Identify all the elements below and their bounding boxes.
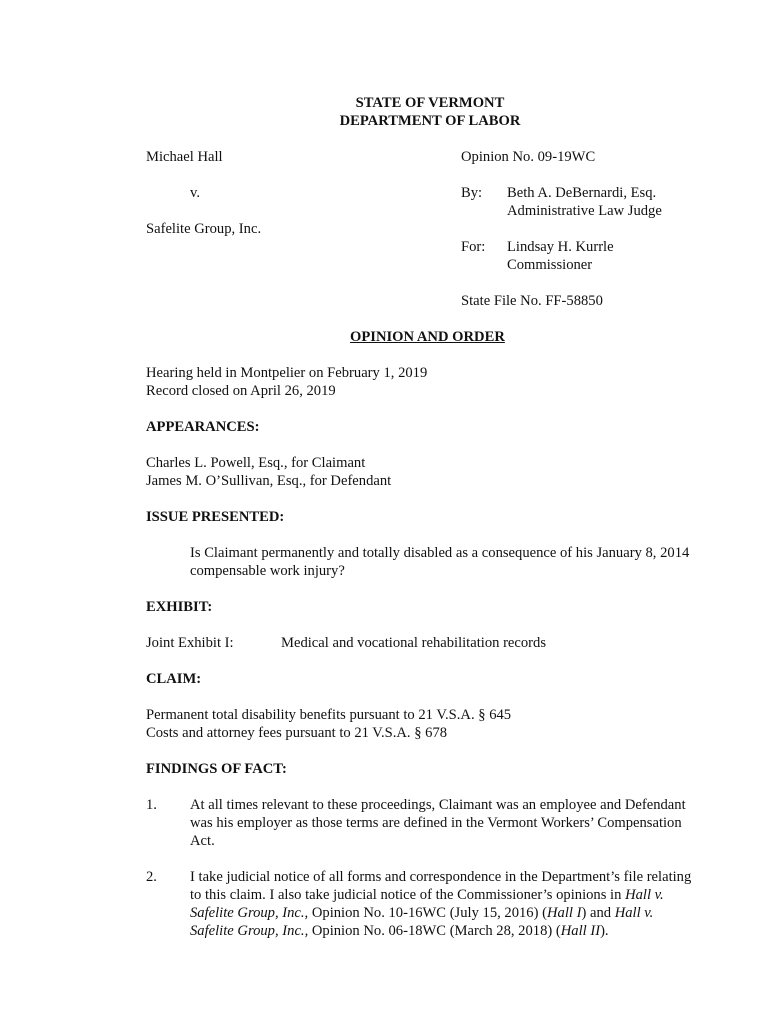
record-closed: Record closed on April 26, 2019	[146, 383, 336, 399]
issue-heading: ISSUE PRESENTED:	[146, 509, 285, 525]
issue-line-1: Is Claimant permanently and totally disabled as a consequence of his January 8, 2014	[190, 545, 690, 561]
claimant-name: Michael Hall	[146, 149, 223, 165]
state-file-number: State File No. FF-58850	[461, 293, 603, 309]
opinion-number: Opinion No. 09-19WC	[461, 149, 596, 165]
case-short-name: Hall I	[546, 905, 582, 921]
finding-2-text: ) and	[581, 905, 615, 921]
finding-2-line-1: I take judicial notice of all forms and correspondence in the Department’s file relating	[190, 869, 692, 885]
exhibit-label: Joint Exhibit I:	[146, 635, 234, 651]
finding-2-text: Opinion No. 06-18WC (March 28, 2018) (	[308, 923, 561, 939]
document-title: OPINION AND ORDER	[350, 329, 505, 345]
case-citation: Hall v.	[625, 887, 664, 903]
by-label: By:	[461, 185, 483, 201]
finding-1-line-1: At all times relevant to these proceedings, Claimant was an employee and Defendant	[190, 797, 686, 813]
header-department: DEPARTMENT OF LABOR	[339, 113, 521, 129]
finding-2-text: ,	[274, 923, 283, 939]
finding-2-text: ).	[600, 923, 609, 939]
commissioner-name: Lindsay H. Kurrle	[507, 239, 614, 255]
judge-name: Beth A. DeBernardi, Esq.	[507, 185, 657, 201]
exhibit-heading: EXHIBIT:	[146, 599, 213, 615]
versus: v.	[190, 185, 200, 201]
claim-heading: CLAIM:	[146, 671, 202, 687]
case-short-name: Hall II	[560, 923, 601, 939]
finding-number: 1.	[146, 797, 157, 813]
finding-2-line-3	[190, 904, 653, 922]
exhibit-description: Medical and vocational rehabilitation records	[281, 635, 547, 651]
finding-2-text: to this claim. I also take judicial notice of the Commissioner’s opinions in	[190, 887, 626, 903]
finding-2-line-4	[190, 922, 609, 940]
case-citation: Hall v.	[614, 905, 654, 921]
finding-1-line-3: Act.	[190, 833, 215, 849]
defendant-counsel: James M. O’Sullivan, Esq., for Defendant	[146, 473, 392, 489]
claim-line-1: Permanent total disability benefits pursuant to 21 V.S.A. § 645	[146, 707, 512, 723]
case-citation: Inc.,	[282, 923, 309, 939]
finding-2-line-2	[190, 886, 664, 904]
finding-1-line-2: was his employer as those terms are defined in the Vermont Workers’ Compensation	[190, 815, 682, 831]
finding-2-text: Opinion No. 10-16WC (July 15, 2016) (	[308, 905, 547, 921]
findings-heading: FINDINGS OF FACT:	[146, 761, 287, 777]
appearances-heading: APPEARANCES:	[146, 419, 260, 435]
hearing-held: Hearing held in Montpelier on February 1, 2019	[146, 365, 428, 381]
claimant-counsel: Charles L. Powell, Esq., for Claimant	[146, 455, 366, 471]
case-citation: Safelite Group	[190, 923, 275, 939]
issue-line-2: compensable work injury?	[190, 563, 345, 579]
case-citation: Safelite Group, Inc.,	[190, 905, 309, 921]
finding-number: 2.	[146, 869, 157, 885]
for-label: For:	[461, 239, 486, 255]
commissioner-title: Commissioner	[507, 257, 593, 273]
defendant-name: Safelite Group, Inc.	[146, 221, 262, 237]
claim-line-2: Costs and attorney fees pursuant to 21 V.S.A. § 678	[146, 725, 448, 741]
judge-title: Administrative Law Judge	[507, 203, 662, 219]
header-state: STATE OF VERMONT	[355, 95, 505, 111]
